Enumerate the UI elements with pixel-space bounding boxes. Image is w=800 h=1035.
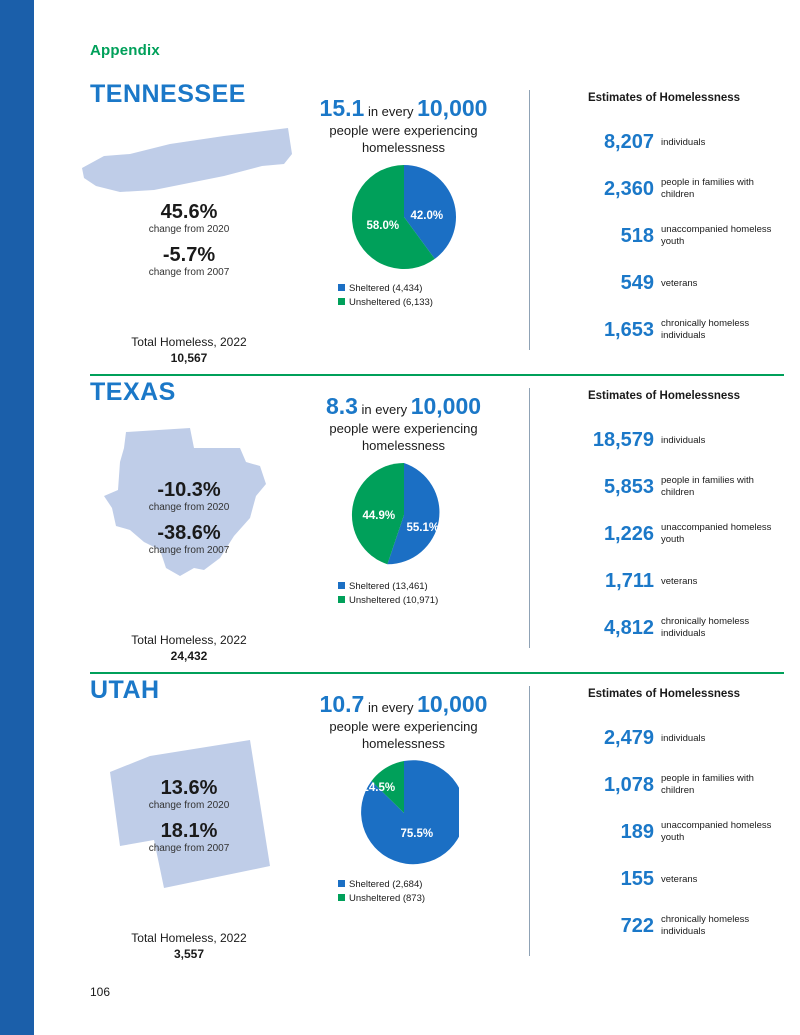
total-homeless-value: 3,557 [173, 947, 205, 961]
legend-swatch-sheltered-icon [338, 582, 345, 589]
rate-per-value: 10,000 [417, 95, 488, 121]
estimate-row [539, 219, 789, 253]
legend-label-unsheltered: Unsheltered (6,133) [349, 296, 433, 308]
map-change-stats [74, 778, 304, 856]
page-side-bar [0, 0, 34, 1035]
estimate-value: 155 [620, 868, 654, 890]
total-homeless-block [74, 931, 304, 961]
estimate-value: 518 [620, 225, 654, 247]
total-homeless-block [74, 335, 304, 365]
estimate-value: 5,853 [603, 476, 654, 498]
state-name: UTAH [90, 676, 160, 704]
pie-legend [296, 878, 511, 906]
change-from-2020-value: -10.3% [157, 479, 221, 501]
rate-desc-line2: homelessness [361, 139, 446, 155]
pie-graphic [349, 758, 459, 868]
estimate-label: people in families with children [661, 475, 754, 498]
section-divider [90, 374, 784, 376]
legend-label-sheltered: Sheltered (2,684) [349, 879, 423, 890]
estimate-value: 18,579 [592, 429, 654, 451]
change-from-2020-label: change from 2020 [148, 224, 230, 235]
state-section-utah [34, 676, 800, 961]
estimate-label: people in families with children [661, 773, 754, 796]
rate-desc-line1: people were experiencing [329, 420, 478, 436]
total-homeless-label: Total Homeless, 2022 [131, 335, 247, 349]
map-change-stats [74, 202, 304, 280]
legend-swatch-sheltered-icon [338, 284, 345, 291]
pie-label-unsheltered: 24.5% [362, 782, 396, 794]
column-divider [529, 90, 530, 350]
rate-desc-line2: homelessness [361, 735, 446, 751]
legend-swatch-sheltered-icon [338, 880, 345, 887]
rate-desc-line1: people were experiencing [329, 718, 478, 734]
estimate-value: 1,226 [603, 523, 654, 545]
estimate-row [539, 815, 789, 849]
shelter-pie-chart-utah [296, 758, 511, 906]
pie-legend [296, 282, 511, 310]
estimate-label: chronically homeless individuals [661, 318, 750, 341]
estimate-row [539, 313, 789, 347]
rate-value: 10.7 [319, 691, 365, 717]
change-from-2007-value: 18.1% [160, 820, 218, 842]
estimate-label: unaccompanied homeless youth [661, 522, 772, 545]
total-homeless-value: 10,567 [170, 351, 208, 365]
change-from-2007-label: change from 2007 [148, 843, 230, 854]
rate-mid-text: in every [361, 402, 408, 417]
state-map-tennessee [74, 120, 304, 330]
legend-label-sheltered: Sheltered (4,434) [349, 283, 423, 294]
estimate-value: 2,360 [603, 178, 654, 200]
estimate-label: veterans [661, 278, 698, 289]
pie-label-unsheltered: 44.9% [362, 510, 396, 522]
change-from-2007-value: -38.6% [157, 522, 221, 544]
rate-desc-line2: homelessness [361, 437, 446, 453]
rate-desc-line1: people were experiencing [329, 122, 478, 138]
change-from-2020-value: 13.6% [160, 777, 218, 799]
estimate-value: 189 [620, 821, 654, 843]
appendix-label: Appendix [90, 42, 160, 59]
legend-swatch-unsheltered-icon [338, 596, 345, 603]
estimate-value: 1,078 [603, 774, 654, 796]
estimates-title: Estimates of Homelessness [587, 688, 741, 700]
estimate-label: veterans [661, 874, 698, 885]
rate-mid-text: in every [367, 104, 414, 119]
estimates-title: Estimates of Homelessness [587, 390, 741, 402]
legend-row-sheltered [338, 282, 511, 296]
pie-label-sheltered: 55.1% [406, 522, 440, 534]
shelter-pie-chart-tennessee [296, 162, 511, 310]
change-from-2007-value: -5.7% [162, 244, 216, 266]
estimate-row [539, 768, 789, 802]
legend-row-unsheltered [338, 892, 511, 906]
estimate-row [539, 470, 789, 504]
legend-swatch-unsheltered-icon [338, 894, 345, 901]
estimate-label: individuals [661, 137, 706, 148]
pie-legend [296, 580, 511, 608]
estimate-row [539, 517, 789, 551]
homelessness-rate [296, 690, 511, 753]
estimate-value: 1,653 [603, 319, 654, 341]
estimate-row [539, 862, 789, 896]
rate-per-value: 10,000 [410, 393, 482, 419]
estimate-value: 722 [620, 915, 654, 937]
pie-graphic [349, 460, 459, 570]
rate-mid-text: in every [367, 700, 414, 715]
estimate-value: 1,711 [605, 570, 654, 592]
change-from-2020-value: 45.6% [160, 201, 218, 223]
change-from-2020-label: change from 2020 [148, 800, 230, 811]
estimate-row [539, 172, 789, 206]
estimate-label: chronically homeless individuals [661, 914, 750, 937]
column-divider [529, 388, 530, 648]
change-from-2007-label: change from 2007 [148, 545, 230, 556]
state-map-texas [74, 418, 304, 628]
estimate-label: individuals [661, 435, 706, 446]
rate-value: 15.1 [319, 95, 365, 121]
total-homeless-label: Total Homeless, 2022 [131, 633, 247, 647]
estimate-row [539, 266, 789, 300]
legend-label-unsheltered: Unsheltered (873) [349, 892, 426, 904]
legend-swatch-unsheltered-icon [338, 298, 345, 305]
state-section-tennessee [34, 80, 800, 365]
estimate-label: chronically homeless individuals [661, 616, 750, 639]
rate-value: 8.3 [325, 393, 358, 419]
pie-graphic [349, 162, 459, 272]
estimate-label: unaccompanied homeless youth [661, 820, 772, 843]
state-section-texas [34, 378, 800, 663]
page-number: 106 [90, 985, 111, 999]
state-name: TEXAS [90, 378, 176, 406]
estimate-value: 4,812 [603, 617, 654, 639]
estimate-row [539, 564, 789, 598]
section-divider [90, 672, 784, 674]
page-content [34, 0, 800, 1035]
legend-row-sheltered [338, 580, 511, 594]
estimate-label: unaccompanied homeless youth [661, 224, 772, 247]
estimate-row [539, 611, 789, 645]
column-divider [529, 686, 530, 956]
state-map-utah [74, 716, 304, 926]
change-from-2020-label: change from 2020 [148, 502, 230, 513]
estimate-row [539, 423, 789, 457]
legend-row-unsheltered [338, 296, 511, 310]
estimate-label: people in families with children [661, 177, 754, 200]
estimate-value: 8,207 [603, 131, 654, 153]
pie-label-unsheltered: 58.0% [366, 220, 400, 232]
homelessness-rate [296, 94, 511, 157]
total-homeless-value: 24,432 [170, 649, 208, 663]
estimate-value: 549 [620, 272, 654, 294]
total-homeless-label: Total Homeless, 2022 [131, 931, 247, 945]
shelter-pie-chart-texas [296, 460, 511, 608]
estimate-row [539, 125, 789, 159]
map-change-stats [74, 480, 304, 558]
homelessness-rate [296, 392, 511, 455]
change-from-2007-label: change from 2007 [148, 267, 230, 278]
estimate-row [539, 721, 789, 755]
legend-row-unsheltered [338, 594, 511, 608]
pie-svg [349, 758, 459, 868]
estimates-title: Estimates of Homelessness [587, 92, 741, 104]
estimate-label: individuals [661, 733, 706, 744]
legend-label-unsheltered: Unsheltered (10,971) [349, 594, 439, 606]
total-homeless-block [74, 633, 304, 663]
estimate-label: veterans [661, 576, 698, 587]
state-name: TENNESSEE [90, 80, 246, 108]
pie-label-sheltered: 42.0% [410, 210, 444, 222]
rate-per-value: 10,000 [417, 691, 488, 717]
estimate-value: 2,479 [603, 727, 654, 749]
legend-label-sheltered: Sheltered (13,461) [349, 581, 428, 592]
estimate-row [539, 909, 789, 943]
pie-label-sheltered: 75.5% [400, 828, 434, 840]
legend-row-sheltered [338, 878, 511, 892]
